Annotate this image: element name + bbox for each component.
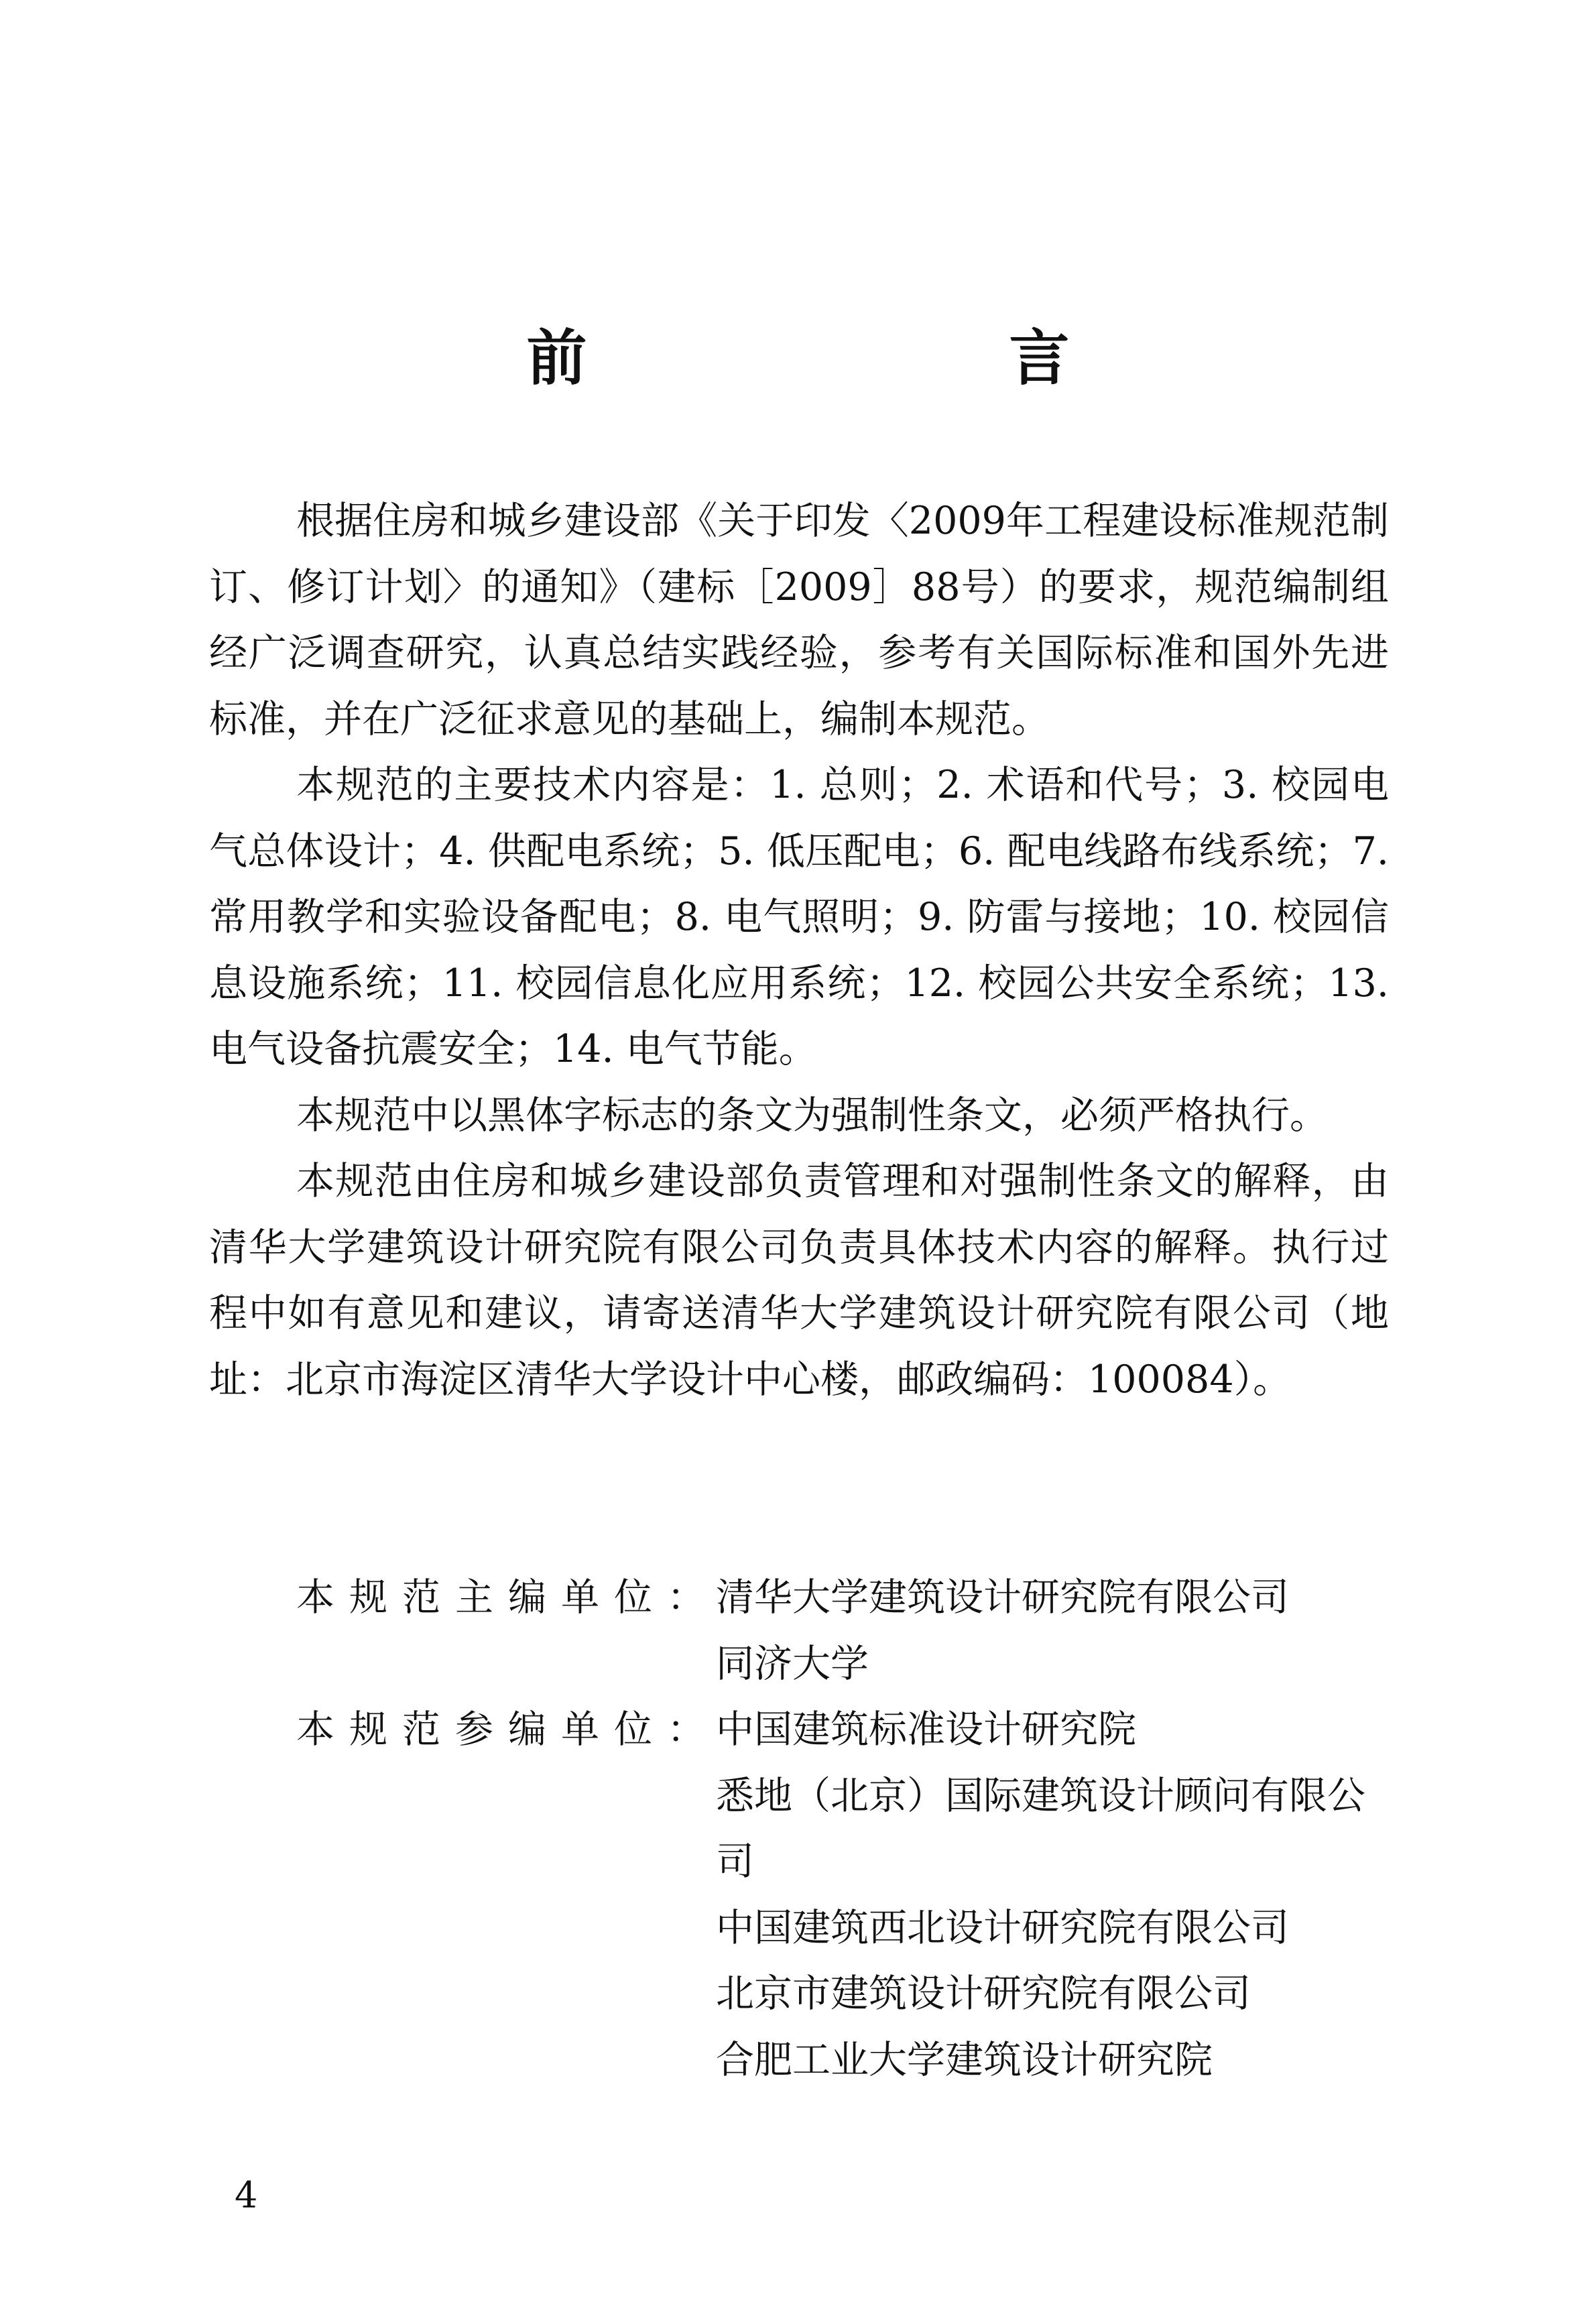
participating-unit-name: 中国建筑标准设计研究院 xyxy=(716,1707,1136,1752)
chief-unit-name: 清华大学建筑设计研究院有限公司 xyxy=(716,1575,1289,1620)
paragraph-basis: 根据住房和城乡建设部《关于印发〈2009年工程建设标准规范制订、修订计划〉的通知》（建标［2009］88号）的要求，规范编制组经广泛调查研究，认真总结实践经验，参考有关国际标准和国外先进标准，并在广泛征求意见的基础上，编制本规范。 xyxy=(209,499,1389,741)
participating-unit-name: 合肥工业大学建筑设计研究院 xyxy=(716,2037,1213,2082)
chief-units-list xyxy=(716,1565,1389,1697)
participating-unit-name: 中国建筑西北设计研究院有限公司 xyxy=(716,1905,1289,1950)
page-number: 4 xyxy=(235,2174,258,2216)
paragraph-contents: 本规范的主要技术内容是：1. 总则；2. 术语和代号；3. 校园电气总体设计；4. 供配电系统；5. 低压配电；6. 配电线路布线系统；7. 常用教学和实验设备配电；8. 电气照明；9. 防雷与接地；10. 校园信息设施系统；11. 校园信息化应用系统；12. 校园公共安全系统；13. 电气设备抗震安全；14. 电气节能。 xyxy=(209,763,1389,1071)
participating-unit-name: 北京市建筑设计研究院有限公司 xyxy=(716,1971,1251,2016)
participating-unit-name: 悉地（北京）国际建筑设计顾问有限公司 xyxy=(716,1773,1365,1884)
paragraph-administration: 本规范由住房和城乡建设部负责管理和对强制性条文的解释，由清华大学建筑设计研究院有限公司负责具体技术内容的解释。执行过程中如有意见和建议，请寄送清华大学建筑设计研究院有限公司（地址：北京市海淀区清华大学设计中心楼，邮政编码：100084）。 xyxy=(209,1159,1389,1402)
preface-body xyxy=(209,488,1389,1412)
participating-units-list xyxy=(716,1697,1389,2093)
participating-units-block xyxy=(209,1697,1389,2093)
chief-units-block xyxy=(209,1565,1389,1697)
chief-units-label: 本规范主编单位： xyxy=(296,1575,720,1620)
page-title: 前 言 xyxy=(526,323,1170,393)
chief-unit-name: 同济大学 xyxy=(716,1641,869,1686)
editing-units xyxy=(209,1565,1389,2093)
participating-units-label: 本规范参编单位： xyxy=(296,1707,720,1752)
paragraph-mandatory: 本规范中以黑体字标志的条文为强制性条文，必须严格执行。 xyxy=(296,1093,1328,1138)
